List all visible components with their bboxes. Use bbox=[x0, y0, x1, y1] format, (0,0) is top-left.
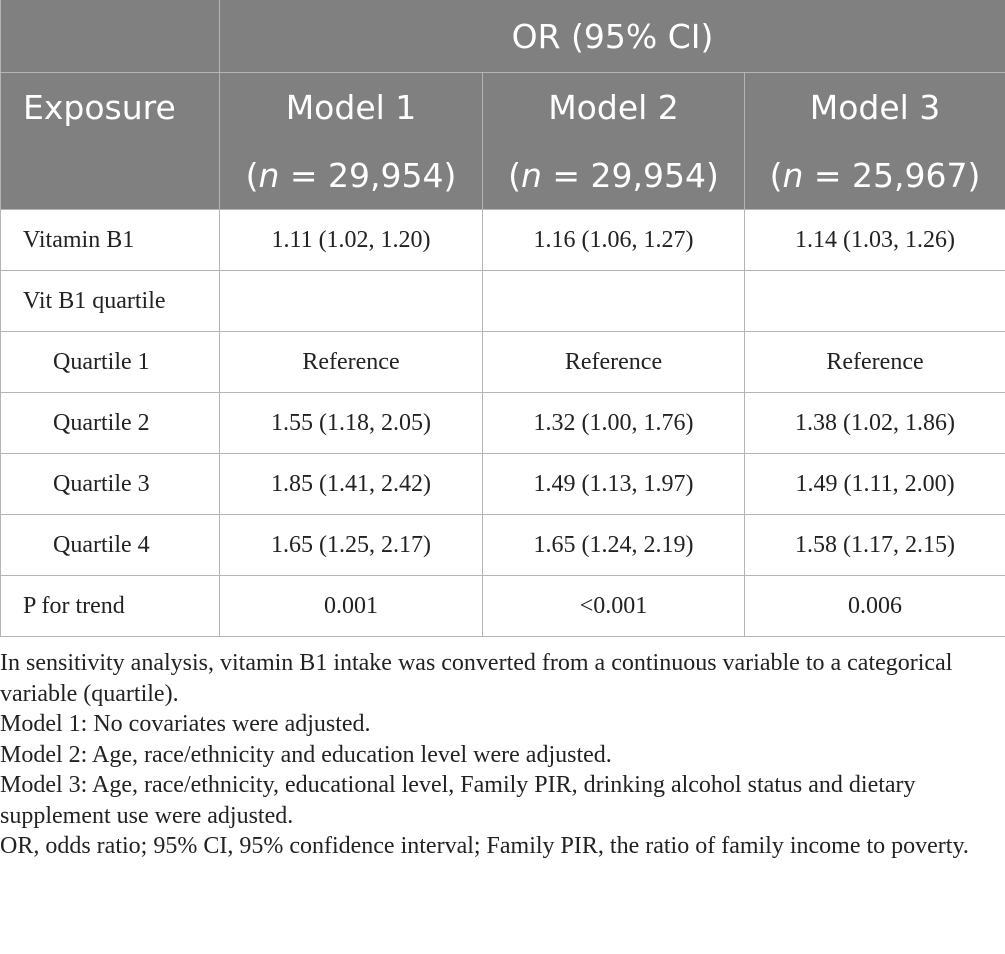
row-label: Quartile 4 bbox=[1, 515, 220, 576]
group-header: OR (95% CI) bbox=[220, 0, 1005, 73]
model-2-header: Model 2 bbox=[483, 73, 745, 142]
table-cell: 0.006 bbox=[745, 576, 1005, 637]
table-cell: 1.49 (1.13, 1.97) bbox=[483, 454, 745, 515]
footnote: Model 1: No covariates were adjusted. bbox=[0, 711, 371, 737]
row-label: Vit B1 quartile bbox=[1, 271, 220, 332]
model-2-n: (n = 29,954) bbox=[483, 141, 745, 210]
table-row bbox=[1, 454, 1005, 515]
model-3-n: (n = 25,967) bbox=[745, 141, 1005, 210]
table-row bbox=[1, 576, 1005, 637]
table-cell: Reference bbox=[745, 332, 1005, 393]
model-1-n: (n = 29,954) bbox=[220, 141, 483, 210]
header-blank-cell bbox=[1, 0, 220, 73]
table-cell: 1.14 (1.03, 1.26) bbox=[745, 210, 1005, 271]
row-label: P for trend bbox=[1, 576, 220, 637]
table-cell: 1.16 (1.06, 1.27) bbox=[483, 210, 745, 271]
footnote: Model 2: Age, race/ethnicity and education level were adjusted. bbox=[0, 741, 612, 768]
table-cell bbox=[483, 271, 745, 332]
table-cell: 1.65 (1.25, 2.17) bbox=[220, 515, 483, 576]
table-cell: 1.58 (1.17, 2.15) bbox=[745, 515, 1005, 576]
table-row bbox=[1, 210, 1005, 271]
table-cell: 0.001 bbox=[220, 576, 483, 637]
row-label: Vitamin B1 bbox=[1, 210, 220, 271]
table-cell: Reference bbox=[220, 332, 483, 393]
table-cell: 1.38 (1.02, 1.86) bbox=[745, 393, 1005, 454]
table-cell: 1.32 (1.00, 1.76) bbox=[483, 393, 745, 454]
table-cell bbox=[745, 271, 1005, 332]
table-cell: 1.65 (1.24, 2.19) bbox=[483, 515, 745, 576]
table-cell: 1.85 (1.41, 2.42) bbox=[220, 454, 483, 515]
table-cell: 1.49 (1.11, 2.00) bbox=[745, 454, 1005, 515]
table-cell: Reference bbox=[483, 332, 745, 393]
footnote: OR, odds ratio; 95% CI, 95% confidence interval; Family PIR, the ratio of family income to poverty. bbox=[0, 833, 969, 859]
table-row bbox=[1, 332, 1005, 393]
row-label: Quartile 3 bbox=[1, 454, 220, 515]
footnote: In sensitivity analysis, vitamin B1 intake was converted from a continuous variable to a categorical variable (quartile). bbox=[0, 650, 953, 707]
table-footnotes bbox=[0, 648, 1000, 862]
table-cell: 1.11 (1.02, 1.20) bbox=[220, 210, 483, 271]
model-1-header: Model 1 bbox=[220, 73, 483, 142]
table-cell: <0.001 bbox=[483, 576, 745, 637]
footnote: Model 3: Age, race/ethnicity, educational level, Family PIR, drinking alcohol status and dietary supplement use were adjusted. bbox=[0, 772, 916, 829]
row-label: Quartile 2 bbox=[1, 393, 220, 454]
exposure-header: Exposure bbox=[1, 73, 220, 142]
model-3-header: Model 3 bbox=[745, 73, 1005, 142]
header-blank-cell bbox=[1, 141, 220, 210]
table-row bbox=[1, 271, 1005, 332]
table-row bbox=[1, 515, 1005, 576]
table-cell: 1.55 (1.18, 2.05) bbox=[220, 393, 483, 454]
table-cell bbox=[220, 271, 483, 332]
table-row bbox=[1, 393, 1005, 454]
row-label: Quartile 1 bbox=[1, 332, 220, 393]
